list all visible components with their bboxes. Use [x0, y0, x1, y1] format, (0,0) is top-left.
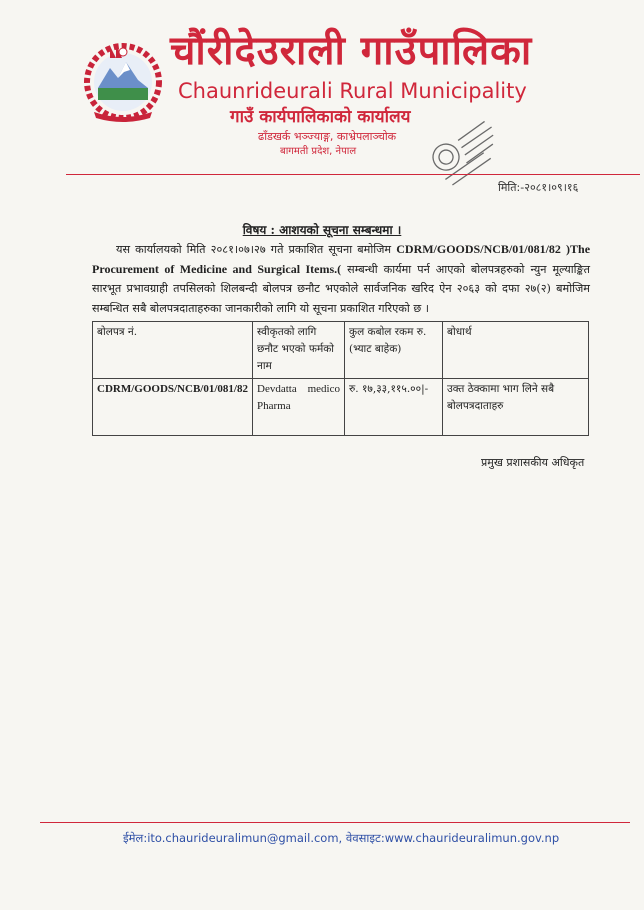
- header-bid-no: बोलपत्र नं.: [93, 322, 253, 379]
- website-link[interactable]: www.chaurideuralimun.gov.np: [384, 831, 560, 845]
- notice-procurement: )The Procurement of Medicine and Surgical Items.(: [92, 242, 591, 276]
- cell-amount: रु. १७,३३,११५.००|-: [345, 379, 443, 436]
- cell-bid-no: CDRM/GOODS/NCB/01/081/82: [93, 379, 253, 436]
- cell-note: उक्त ठेक्कामा भाग लिने सबै बोलपत्रदाताहरु: [443, 379, 589, 436]
- award-table: [92, 321, 589, 436]
- header-amount: कुल कबोल रकम रु.(भ्याट बाहेक): [345, 322, 443, 379]
- cell-firm: Devdatta medico Pharma: [253, 379, 345, 436]
- subject-line: [0, 221, 644, 238]
- email-label: ईमेल:: [123, 831, 148, 845]
- subject-text: विषय : आशयको सूचना सम्बन्धमा ।: [242, 223, 402, 237]
- footer-divider: [40, 822, 630, 823]
- signatory-title: प्रमुख प्रशासकीय अधिकृत: [481, 456, 585, 469]
- table-header-row: [93, 322, 589, 379]
- header-note: बोधार्थ: [443, 322, 589, 379]
- issue-date: मिति:-२०८१।०९।१६: [498, 181, 579, 194]
- email-link[interactable]: ito.chaurideuralimun@gmail.com: [147, 831, 339, 845]
- nepal-emblem-icon: [80, 38, 166, 124]
- table-row: [93, 379, 589, 436]
- office-address-line1: ढाँडखर्क भञ्ज्याङ्ग, काभ्रेपलाञ्चोक: [258, 130, 397, 143]
- header-firm: स्वीकृतको लागि छनौट भएको फर्मको नाम: [253, 322, 345, 379]
- header-divider: [66, 174, 640, 175]
- footer-contact: ईमेल:ito.chaurideuralimun@gmail.com, वेवसाइट:www.chaurideuralimun.gov.np: [123, 831, 560, 845]
- notice-rest: सम्बन्धी कार्यमा पर्न आएको बोलपत्रहरुको न्युन मूल्याङ्कित सारभूत प्रभावग्राही तपसिलको शिलबन्दी बोलपत्र छनौट भएकोले सार्वजनिक खरिद ऐन २०६३ को दफा २७(२) बमोजिम सम्बन्धित सबै बोलपत्रदाताहरुका जानकारीको लागि यो सूचना प्रकाशित गरिएको छ ।: [92, 262, 590, 315]
- notice-paragraph: [92, 240, 590, 318]
- official-stamp-icon: [418, 120, 508, 195]
- municipality-title-en: Chaunrideurali Rural Municipality: [178, 79, 527, 103]
- website-label: वेवसाइट:: [345, 831, 385, 845]
- office-name: गाउँ कार्यपालिकाको कार्यालय: [230, 107, 411, 127]
- office-address-line2: बागमती प्रदेश, नेपाल: [280, 146, 357, 157]
- notice-reference: CDRM/GOODS/NCB/01/081/82: [396, 242, 561, 256]
- municipality-title-np: चौंरीदेउराली गाउँपालिका: [170, 28, 533, 74]
- notice-lead: यस कार्यालयको मिति २०८१।०७।२७ गते प्रकाशित सूचना बमोजिम: [116, 243, 392, 256]
